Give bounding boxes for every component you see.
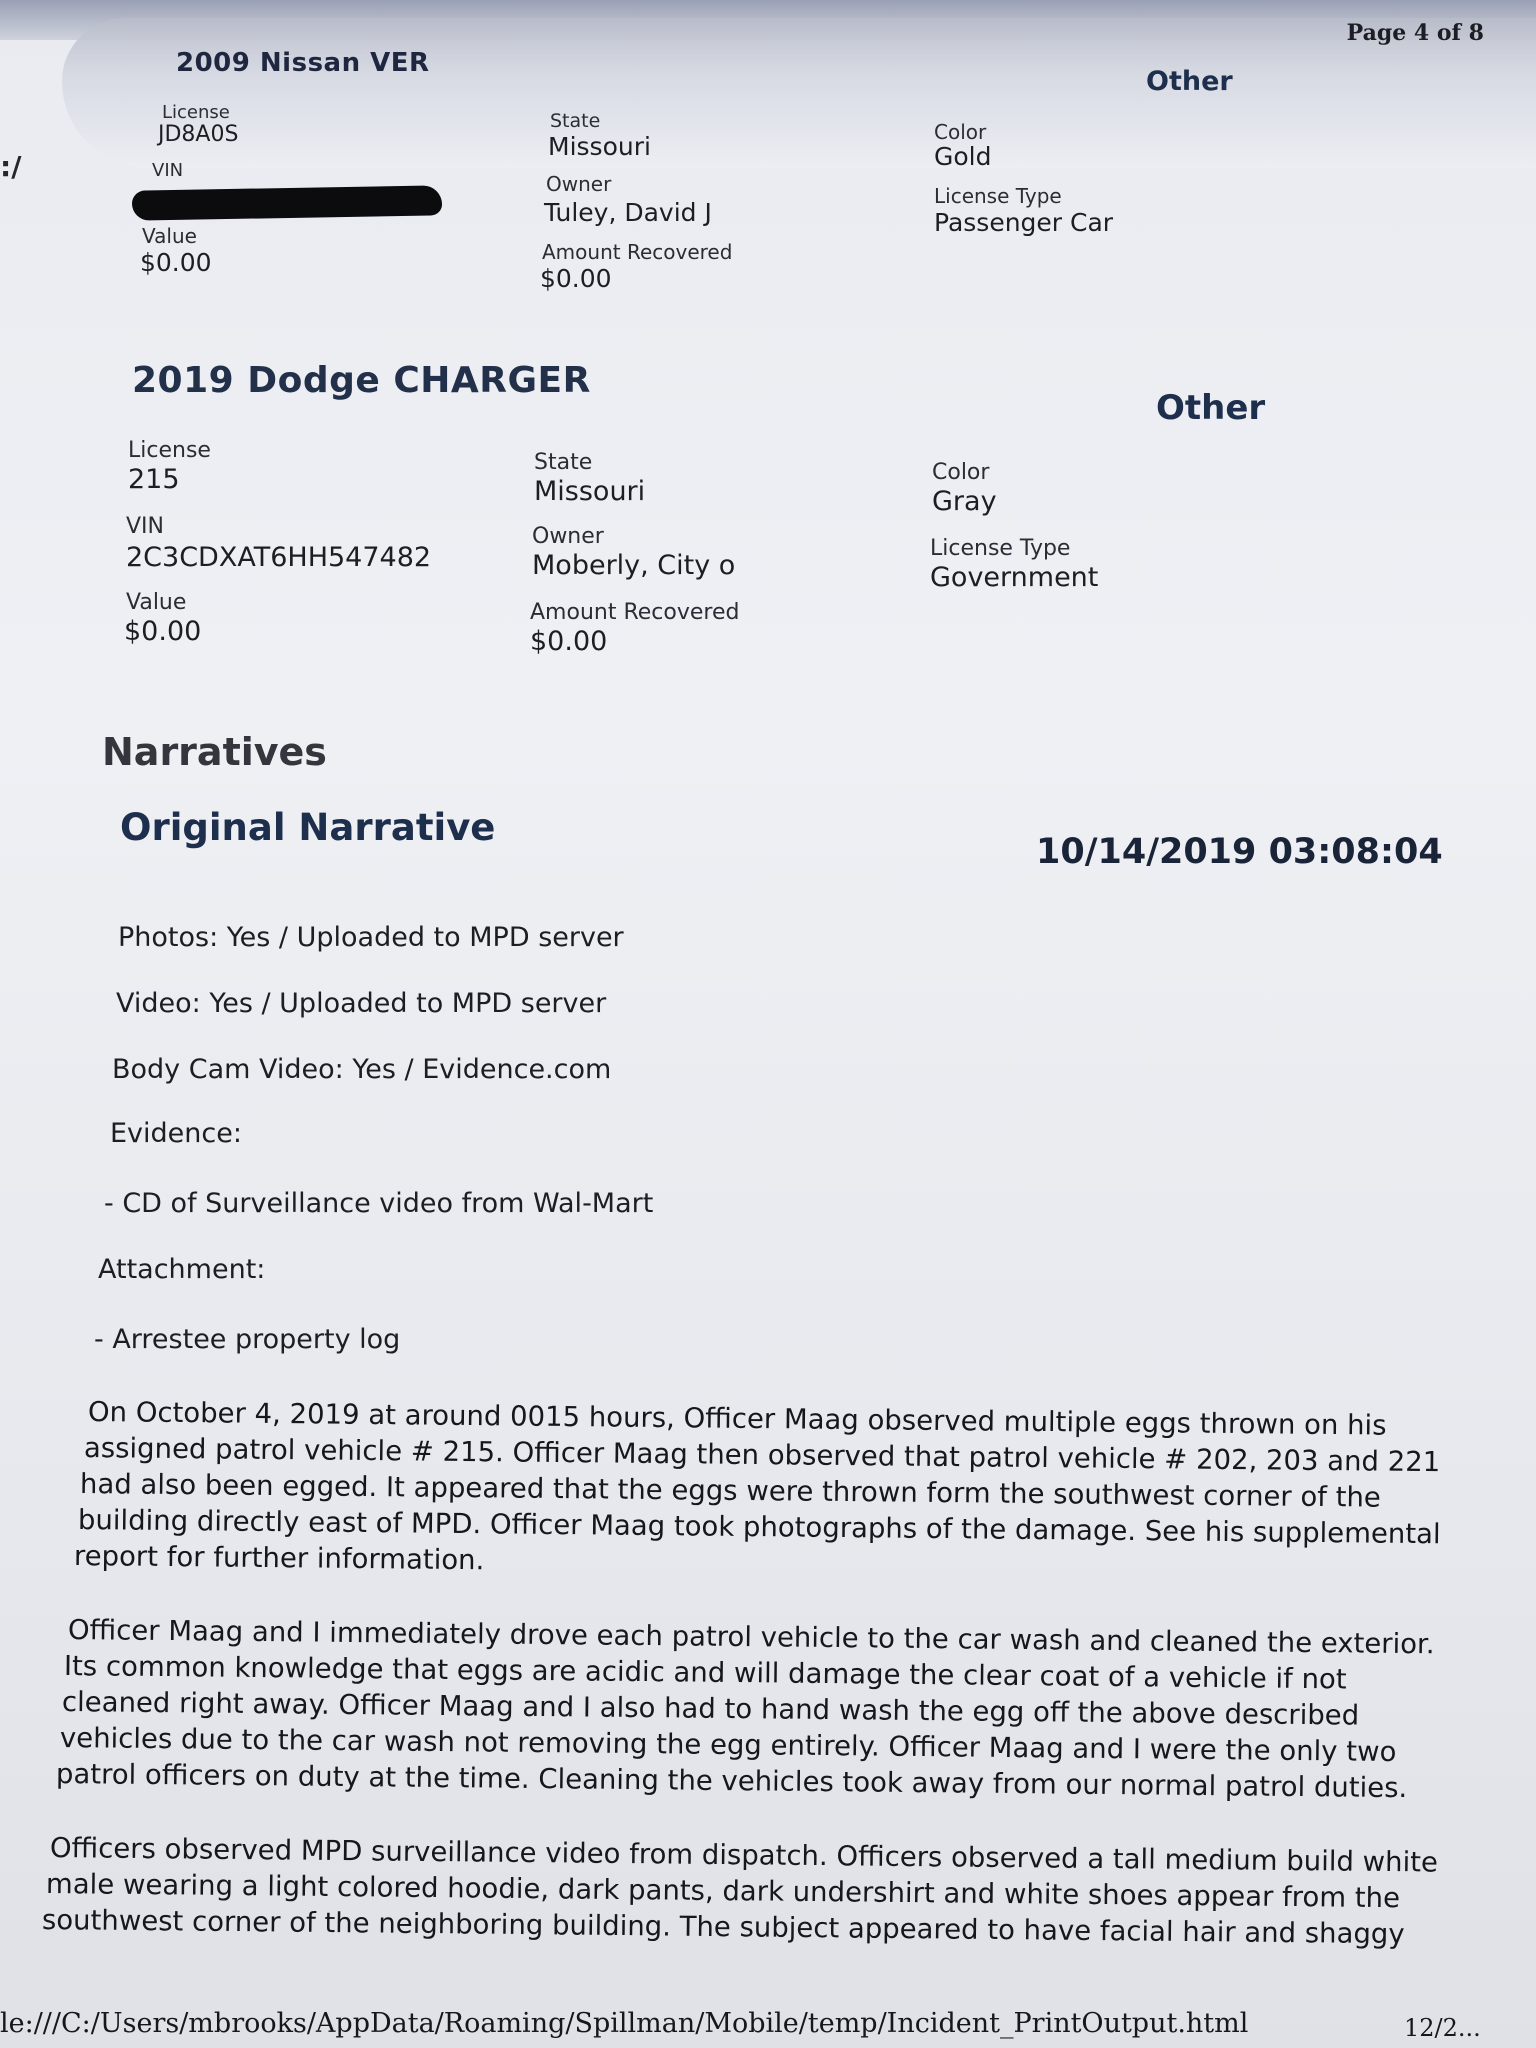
- video-line: Video: Yes / Uploaded to MPD server: [116, 988, 607, 1019]
- vin-redaction: [132, 185, 442, 220]
- original-narrative-heading: Original Narrative: [120, 806, 496, 849]
- footer-file-path: le:///C:/Users/mbrooks/AppData/Roaming/Spillman/Mobile/temp/Incident_PrintOutput.html: [0, 2008, 1249, 2039]
- amount-recovered-value: $0.00: [540, 264, 612, 293]
- state-label: State: [550, 110, 601, 132]
- color-value: Gold: [934, 142, 992, 171]
- narrative-line: patrol officers on duty at the time. Cleaning the vehicles took away from our normal patrol duties.: [55, 1758, 1408, 1805]
- color-label: Color: [932, 460, 990, 485]
- owner-value: Tuley, David J: [544, 198, 712, 227]
- license-type-label: License Type: [930, 536, 1071, 561]
- narrative-line: southwest corner of the neighboring building. The subject appeared to have facial hair and shaggy: [41, 1904, 1405, 1951]
- narrative-line: report for further information.: [73, 1540, 485, 1577]
- amount-recovered-value: $0.00: [530, 626, 608, 657]
- owner-label: Owner: [546, 172, 612, 196]
- narrative-line: building directly east of MPD. Officer Maag took photographs of the damage. See his supplemental: [77, 1504, 1441, 1551]
- amount-recovered-label: Amount Recovered: [542, 240, 733, 264]
- narratives-heading: Narratives: [102, 730, 327, 774]
- narrative-line: On October 4, 2019 at around 0015 hours, Officer Maag observed multiple eggs thrown on his: [87, 1396, 1387, 1442]
- narrative-line: had also been egged. It appeared that the eggs were thrown form the southwest corner of the: [79, 1468, 1381, 1514]
- amount-recovered-label: Amount Recovered: [530, 600, 740, 625]
- value-label: Value: [142, 224, 197, 248]
- narrative-line: Officer Maag and I immediately drove each patrol vehicle to the car wash and cleaned the exterior.: [67, 1614, 1435, 1661]
- vin-label: VIN: [152, 160, 184, 181]
- color-value: Gray: [932, 486, 997, 517]
- narrative-line: Officers observed MPD surveillance video from dispatch. Officers observed a tall medium build white: [49, 1832, 1439, 1879]
- license-type-value: Government: [930, 562, 1099, 593]
- bodycam-line: Body Cam Video: Yes / Evidence.com: [112, 1054, 612, 1085]
- license-label: License: [162, 102, 230, 123]
- owner-label: Owner: [532, 524, 604, 549]
- owner-value: Moberly, City o: [532, 550, 736, 581]
- attachment-item: - Arrestee property log: [94, 1324, 401, 1355]
- evidence-label: Evidence:: [110, 1118, 242, 1149]
- page-number: Page 4 of 8: [1346, 20, 1484, 46]
- vehicle-category: Other: [1156, 388, 1266, 428]
- photos-line: Photos: Yes / Uploaded to MPD server: [118, 922, 624, 953]
- vehicle-title: 2009 Nissan VER: [176, 48, 430, 78]
- page-curl-shadow: [62, 18, 1536, 168]
- value-amount: $0.00: [124, 616, 202, 647]
- narrative-timestamp: 10/14/2019 03:08:04: [1036, 832, 1443, 872]
- state-value: Missouri: [534, 476, 646, 507]
- value-label: Value: [126, 590, 187, 615]
- state-label: State: [534, 450, 593, 475]
- vehicle-category: Other: [1146, 66, 1233, 97]
- vin-value: 2C3CDXAT6HH547482: [126, 542, 432, 573]
- license-type-value: Passenger Car: [934, 208, 1114, 237]
- state-value: Missouri: [548, 132, 651, 161]
- narrative-line: Its common knowledge that eggs are acidic and will damage the clear coat of a vehicle if not: [63, 1650, 1347, 1696]
- edge-mark: :/: [0, 150, 22, 183]
- license-value: 215: [128, 464, 180, 495]
- license-type-label: License Type: [934, 184, 1062, 208]
- value-amount: $0.00: [140, 248, 212, 277]
- evidence-item: - CD of Surveillance video from Wal-Mart: [104, 1188, 654, 1219]
- footer-right-text: 12/2...: [1404, 2014, 1481, 2042]
- attachment-label: Attachment:: [98, 1254, 266, 1285]
- bleed-through-text: [140, 300, 148, 328]
- license-value: JD8A0S: [158, 122, 239, 147]
- color-label: Color: [934, 120, 987, 144]
- narrative-line: male wearing a light colored hoodie, dark pants, dark undershirt and white shoes appear from the: [45, 1868, 1401, 1915]
- narrative-line: vehicles due to the car wash not removing the egg entirely. Officer Maag and I were the only two: [59, 1722, 1397, 1768]
- vin-label: VIN: [126, 514, 164, 539]
- vehicle-title: 2019 Dodge CHARGER: [132, 360, 591, 401]
- license-label: License: [128, 438, 211, 463]
- narrative-line: assigned patrol vehicle # 215. Officer Maag then observed that patrol vehicle # 202, 203 and 221: [83, 1432, 1441, 1479]
- narrative-line: cleaned right away. Officer Maag and I also had to hand wash the egg off the above described: [61, 1686, 1360, 1732]
